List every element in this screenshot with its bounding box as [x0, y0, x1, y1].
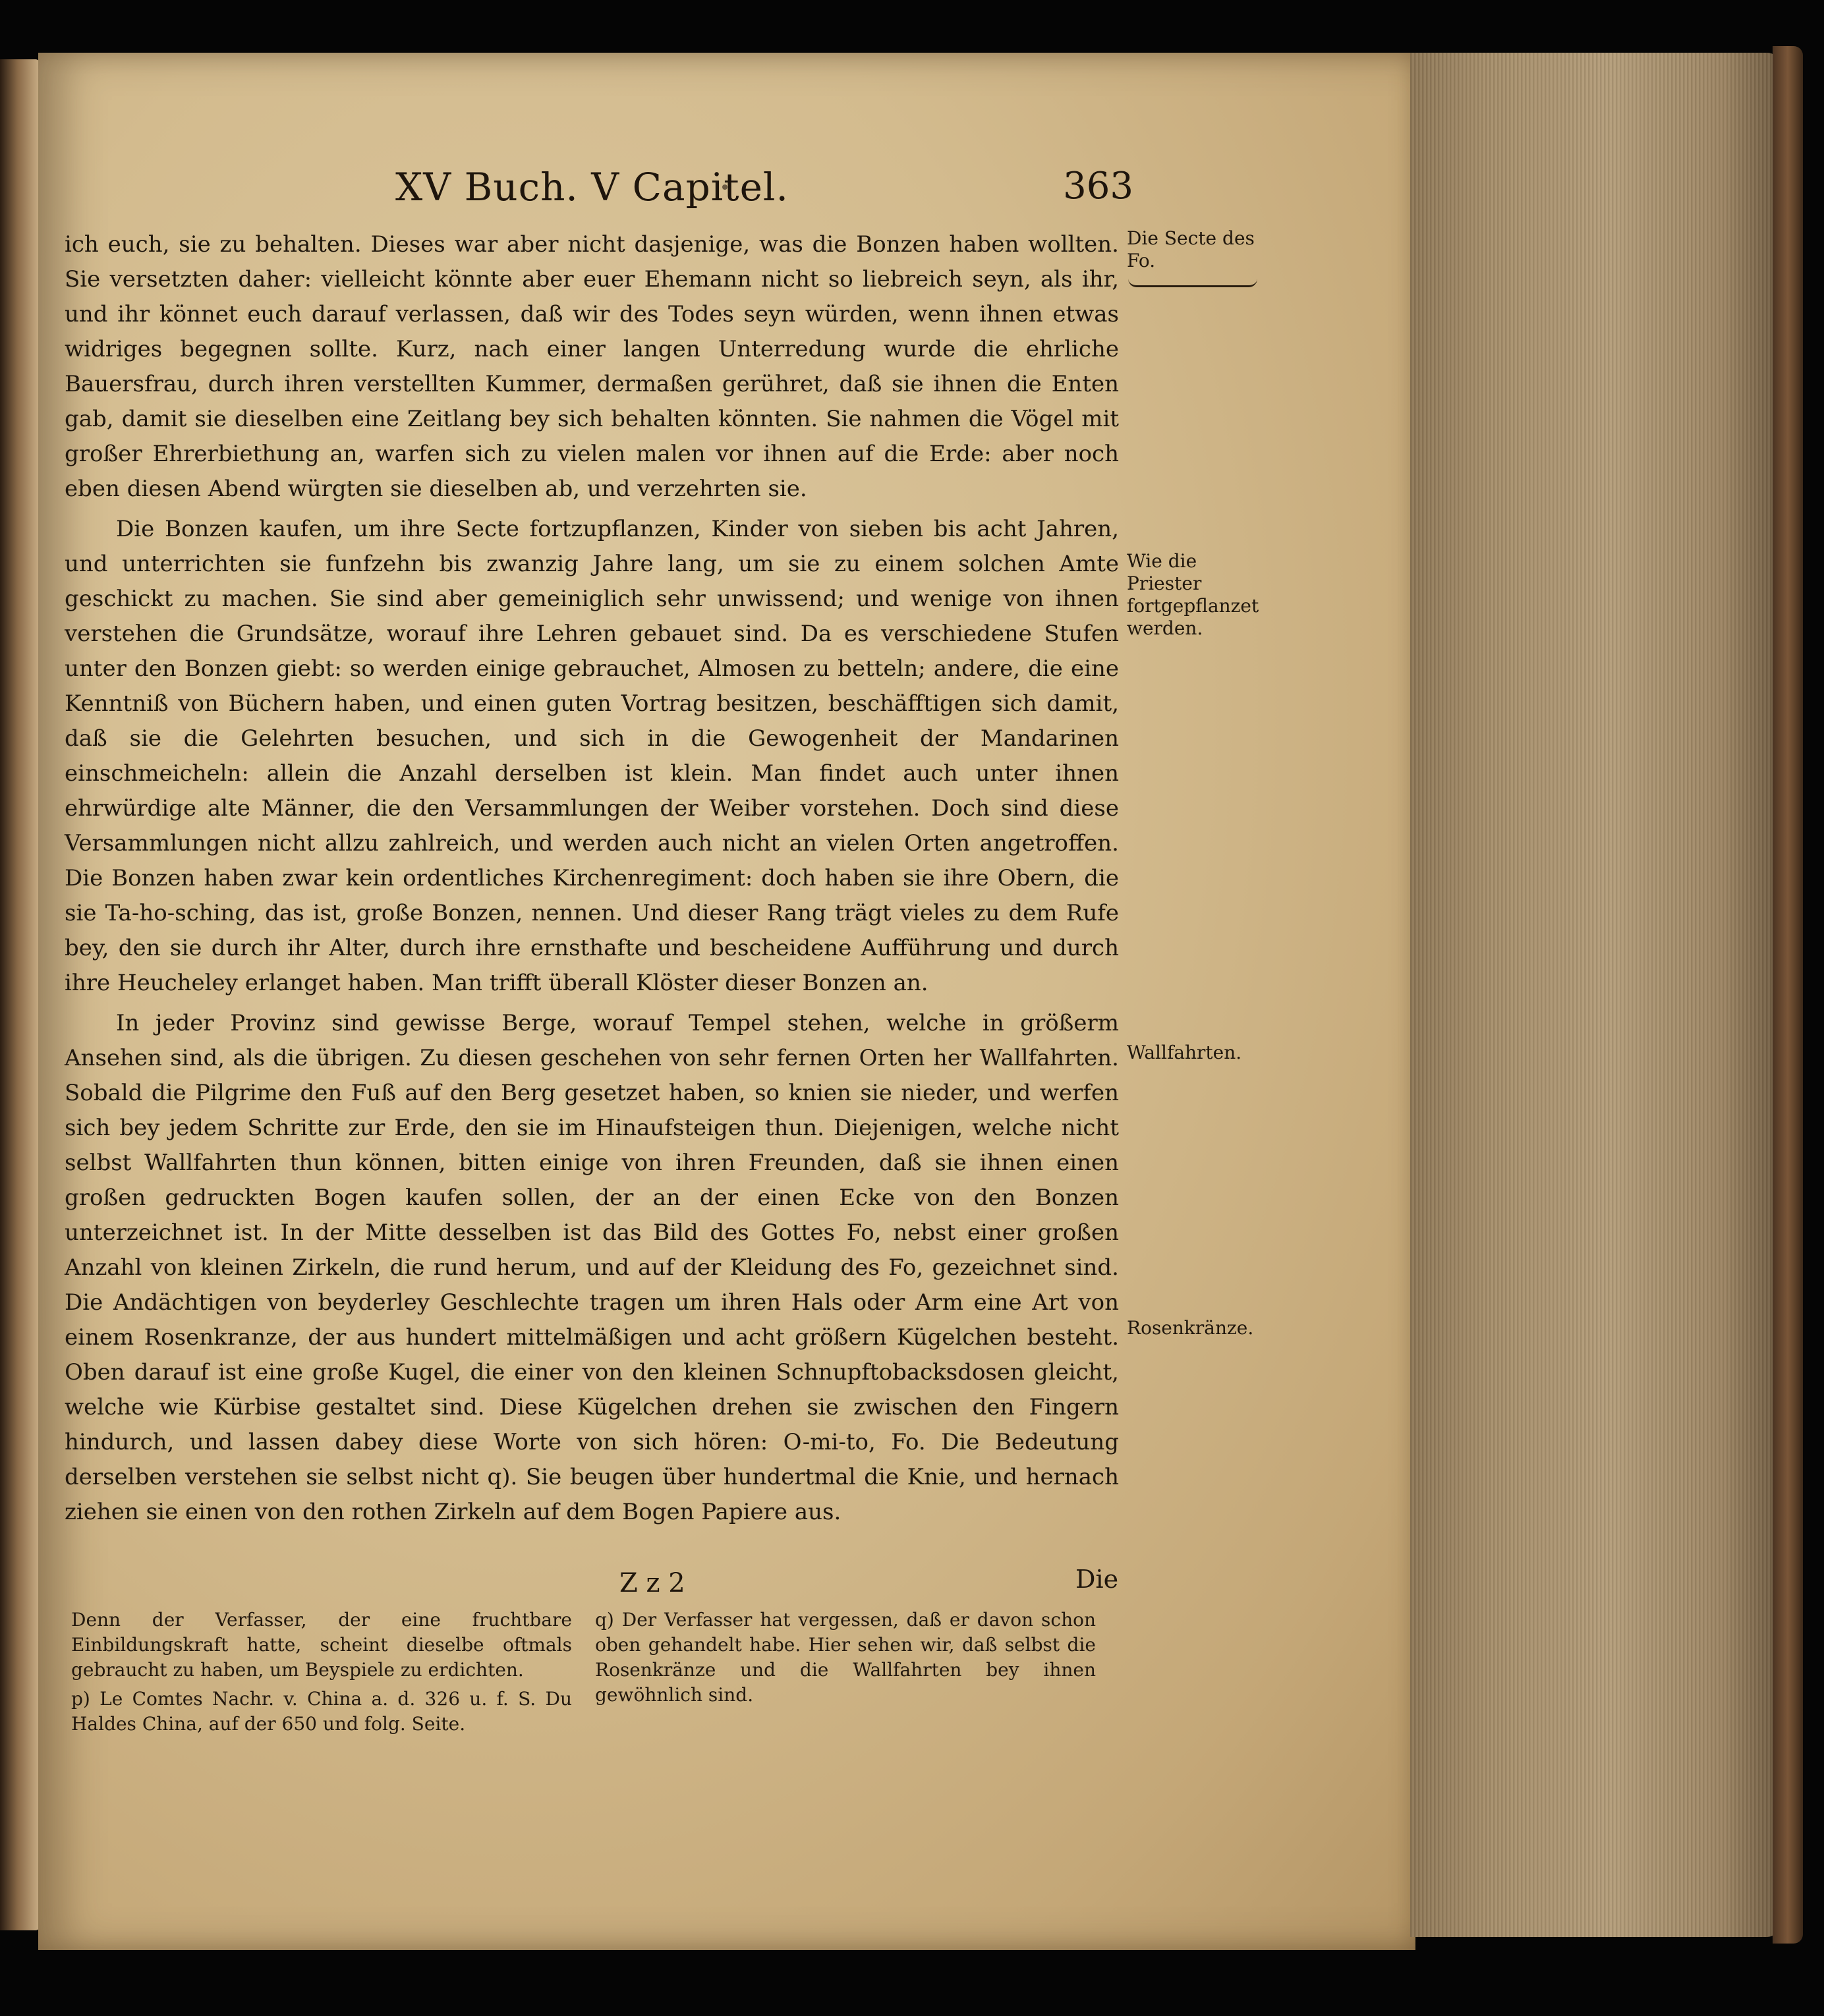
margin-note-wallfahrten: Wallfahrten. — [1127, 1042, 1242, 1063]
margin-note-rosenkraenze: Rosenkränze. — [1127, 1317, 1254, 1339]
footnote-p: p) Le Comtes Nachr. v. China a. d. 326 u. f. S. Du Haldes China, auf der 650 und folg. Seite. — [71, 1688, 572, 1735]
margin-note-priester: Wie die Priester fortgepflanzet werden. — [1127, 550, 1259, 639]
margin-note-bracket — [1128, 279, 1257, 287]
footnote-q: q) Der Verfasser hat vergessen, daß er davon schon oben gehandelt habe. Hier sehen wir, daß selbst die Rosenkränze und die Wallfahrten bey ihnen gewöhnlich sind. — [595, 1609, 1096, 1706]
page-header — [132, 165, 1133, 217]
signature-mark: Z z 2 — [619, 1568, 685, 1598]
book-cover-edge — [1773, 46, 1803, 1944]
facing-page-edge — [0, 59, 40, 1930]
main-text — [65, 227, 1119, 1535]
catchword: Die — [1075, 1565, 1119, 1594]
paragraph-2: Die Bonzen kaufen, um ihre Secte fortzupflanzen, Kinder von sieben bis acht Jahren, und unterrichten sie funfzehn bis zwanzig Jahre lang, um sie zu einem solchen Amte geschickt zu machen. Sie sind aber gemeiniglich sehr unwissend; und wenige von ihnen verstehen die Grundsätze, worauf ihre Lehren gebauet sind. Da es verschiedene Stufen unter den Bonzen giebt: so werden einige gebrauchet, Almosen zu betteln; andere, die eine Kenntniß von Büchern haben, und einen guten Vortrag besitzen, beschäfftigen sich damit, daß sie die Gelehrten besuchen, und sich in die Gewogenheit der Mandarinen einschmeicheln: allein die Anzahl derselben ist klein. Man findet auch unter ihnen ehrwürdige alte Männer, die den Versammlungen der Weiber vorstehen. Doch sind diese Versammlungen nicht allzu zahlreich, und werden auch nicht an vielen Orten angetroffen. Die Bonzen haben zwar kein ordentliches Kirchenregiment: doch haben sie ihre Obern, die sie Ta-ho-sching, das ist, große Bonzen, nennen. Und dieser Rang trägt vieles zu dem Rufe bey, den sie durch ihr Alter, durch ihre ernsthafte und bescheidene Aufführung und durch ihre Heucheley erlanget haben. Man trifft überall Klöster dieser Bonzen an. — [65, 516, 1119, 996]
footnotes-right-column — [595, 1608, 1096, 1712]
paragraph-1: ich euch, sie zu behalten. Dieses war aber nicht dasjenige, was die Bonzen haben wollten. Sie versetzten daher: vielleicht könnte aber euer Ehemann nicht so liebreich seyn, als ihr, und ihr könnet euch darauf verlassen, daß wir des Todes seyn würden, wenn ihnen etwas widriges begegnen sollte. Kurz, nach einer langen Unterredung wurde die ehrliche Bauersfrau, durch ihren verstellten Kummer, dermaßen gerühret, daß sie ihnen die Enten gab, damit sie dieselben eine Zeitlang bey sich behalten könnten. Sie nahmen die Vögel mit großer Ehrerbiethung an, warfen sich zu vielen malen vor ihnen auf die Erde: aber noch eben diesen Abend würgten sie dieselben ab, und verzehrten sie. — [65, 231, 1119, 502]
running-head: XV Buch. V Capitel. — [395, 165, 789, 210]
paragraph-3: In jeder Provinz sind gewisse Berge, worauf Tempel stehen, welche in größerm Ansehen sind, als die übrigen. Zu diesen geschehen von sehr fernen Orten her Wallfahrten. Sobald die Pilgrime den Fuß auf den Berg gesetzet haben, so knien sie nieder, und werfen sich bey jedem Schritte zur Erde, den sie im Hinaufsteigen thun. Diejenigen, welche nicht selbst Wallfahrten thun können, bitten einige von ihren Freunden, daß sie ihnen einen großen gedruckten Bogen kaufen sollen, der an der einen Ecke von den Bonzen unterzeichnet ist. In der Mitte desselben ist das Bild des Gottes Fo, nebst einer großen Anzahl von kleinen Zirkeln, die rund herum, und auf der Kleidung des Fo, gezeichnet sind. Die Andächtigen von beyderley Geschlechte tragen um ihren Hals oder Arm eine Art von einem Rosenkranze, der aus hundert mittelmäßigen und acht größern Kügelchen besteht. Oben darauf ist eine große Kugel, die einer von den kleinen Schnupftobacksdosen gleicht, welche wie Kürbise gestaltet sind. Diese Kügelchen drehen sie zwischen den Fingern hindurch, und lassen dabey diese Worte von sich hören: O-mi-to, Fo. Die Bedeutung derselben verstehen sie selbst nicht q). Sie beugen über hundertmal die Knie, und hernach ziehen sie einen von den rothen Zirkeln auf dem Bogen Papiere aus. — [65, 1010, 1119, 1525]
page-number: 363 — [1063, 165, 1133, 208]
page-block-fore-edge — [1410, 53, 1779, 1937]
margin-note-secte: Die Secte des Fo. — [1127, 227, 1255, 271]
footnote-continuation: Denn der Verfasser, der eine fruchtbare Einbildungskraft hatte, scheint dieselbe oftmals gebraucht zu haben, um Beyspiele zu erdichten. — [71, 1609, 572, 1681]
footnotes-left-column — [71, 1608, 572, 1741]
